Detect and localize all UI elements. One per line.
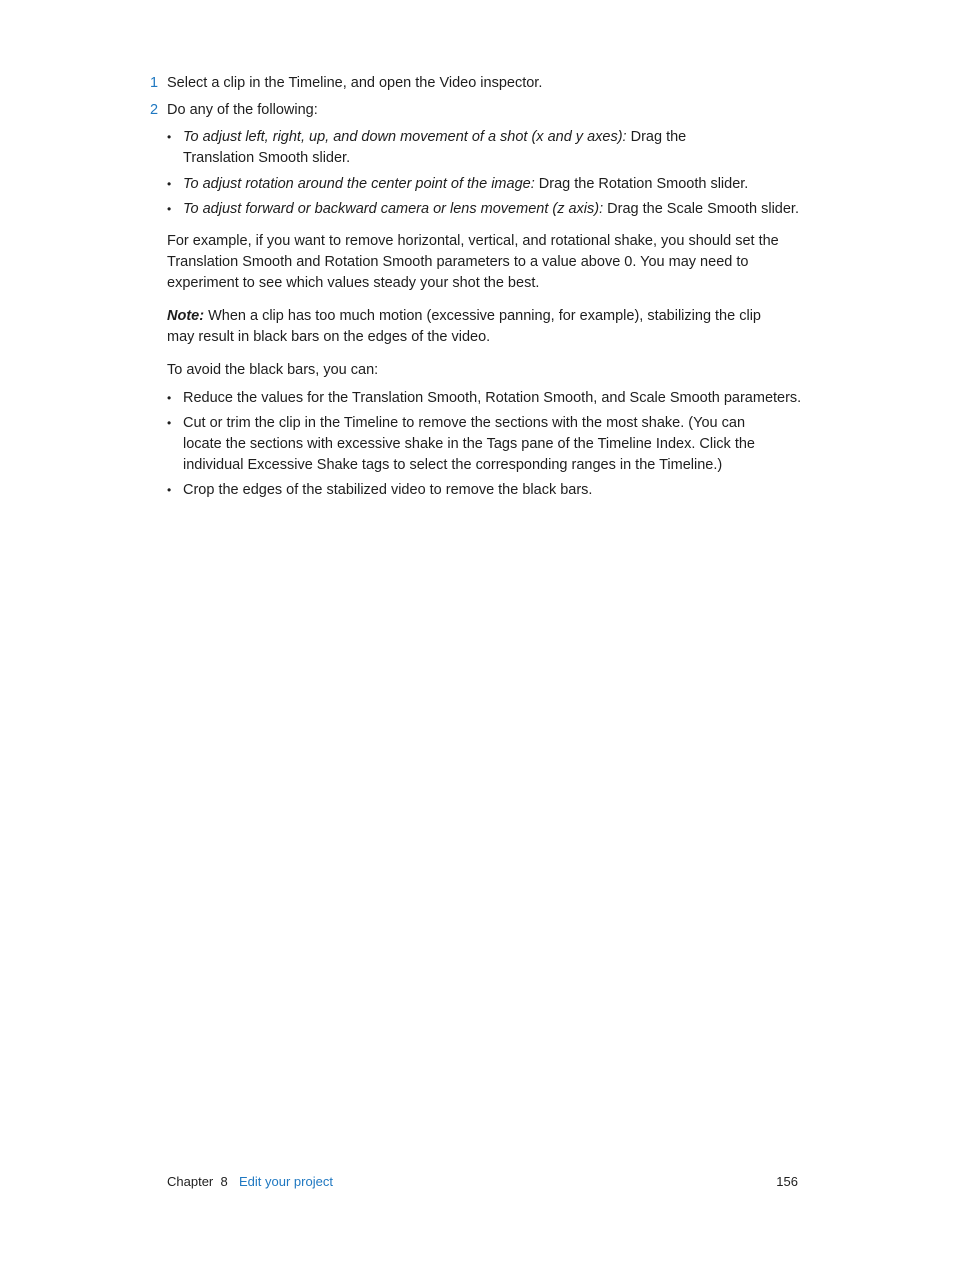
step-number: 2 xyxy=(150,102,159,118)
page-number: 156 xyxy=(776,1174,798,1189)
note-label: Note: xyxy=(167,308,205,324)
bullet-icon: • xyxy=(167,483,172,497)
option-lead: To adjust forward or backward camera or lens movement (z axis): xyxy=(183,201,604,217)
bullet-icon: • xyxy=(167,130,172,144)
step-number: 1 xyxy=(150,75,159,91)
option-item xyxy=(167,127,757,169)
option-item xyxy=(167,199,799,220)
avoid-item-text: Cut or trim the clip in the Timeline to remove the sections with the most shake. (You can locate the sections with excessive shake in the Tags pane of the Timeline Index. Click the individual Excessive Shake tags to select the corresponding ranges in the Timeline.) xyxy=(183,415,755,473)
bullet-icon: • xyxy=(167,391,172,405)
bullet-icon: • xyxy=(167,202,172,216)
footer-chapter: Chapter 8 xyxy=(167,1174,228,1189)
note-text: When a clip has too much motion (excessive panning, for example), stabilizing the clip may result in black bars on the edges of the video. xyxy=(167,308,761,345)
avoid-item xyxy=(167,413,767,476)
option-lead: To adjust left, right, up, and down movement of a shot (x and y axes): xyxy=(183,129,627,145)
option-text: Drag the Rotation Smooth slider. xyxy=(534,176,749,192)
option-item xyxy=(167,174,799,195)
note-paragraph xyxy=(167,306,772,348)
step-text: Do any of the following: xyxy=(167,102,318,118)
avoid-item xyxy=(167,388,807,409)
option-text: Drag the Translation Smooth slider. xyxy=(183,129,687,166)
example-paragraph: For example, if you want to remove horizontal, vertical, and rotational shake, you should set the Translation Smooth and Rotation Smooth parameters to a value above 0. You may need to experiment to see which values steady your shot the best. xyxy=(167,233,779,291)
avoid-intro: To avoid the black bars, you can: xyxy=(167,362,379,378)
step-text: Select a clip in the Timeline, and open the Video inspector. xyxy=(167,75,543,91)
avoid-item-text: Reduce the values for the Translation Smooth, Rotation Smooth, and Scale Smooth parameters. xyxy=(183,390,802,406)
footer-chapter-link[interactable]: Edit your project xyxy=(239,1174,333,1189)
option-text: Drag the Scale Smooth slider. xyxy=(603,201,799,217)
bullet-icon: • xyxy=(167,416,172,430)
avoid-item-text: Crop the edges of the stabilized video to remove the black bars. xyxy=(183,482,593,498)
option-lead: To adjust rotation around the center point of the image: xyxy=(183,176,535,192)
avoid-item xyxy=(167,480,799,501)
bullet-icon: • xyxy=(167,177,172,191)
